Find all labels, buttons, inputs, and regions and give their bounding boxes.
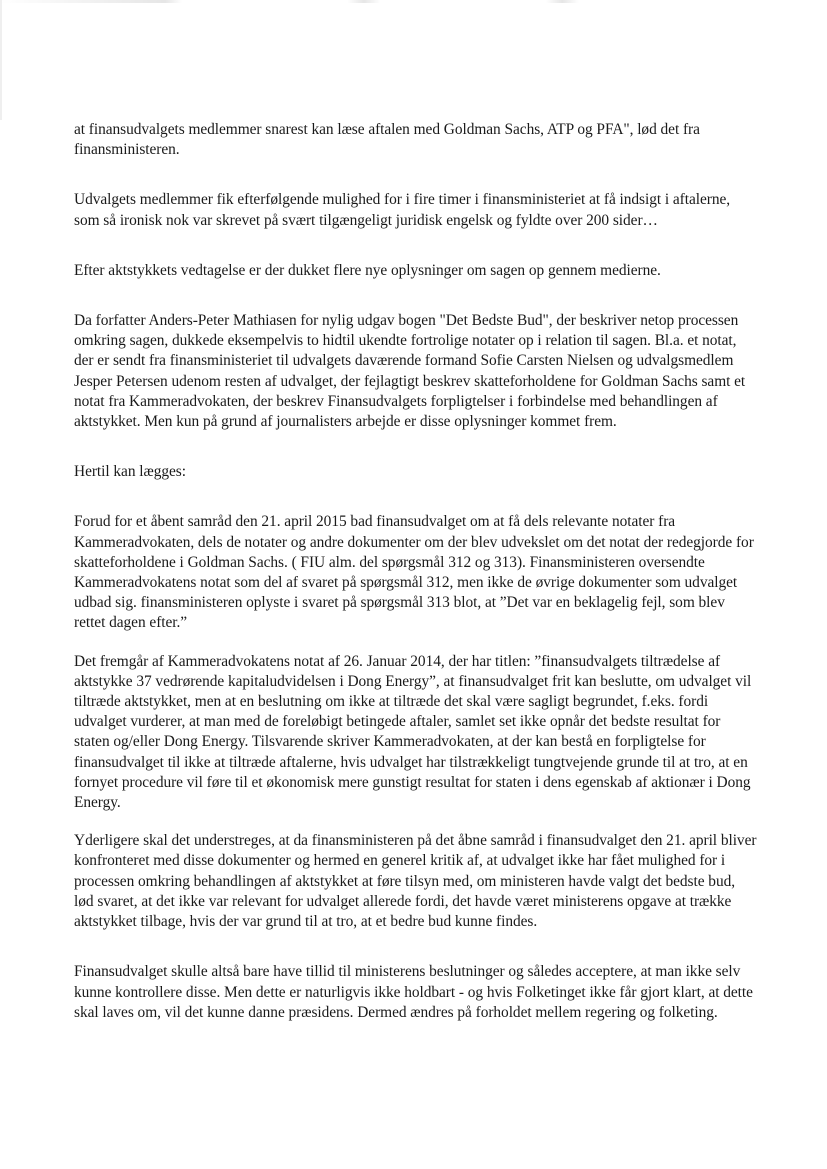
paragraph-3: Efter aktstykkets vedtagelse er der dukket flere nye oplysninger om sagen op gennem medierne. <box>74 261 661 279</box>
paragraph-6: Forud for et åbent samråd den 21. april 2015 bad finansudvalget om at få dels relevante notater fra Kammeradvokaten, dels de notater og andre dokumenter om der blev udvekslet om det notat der redegjorde for skatteforholdene i Goldman Sachs. ( FIU alm. del spørgsmål 312 og 313). Finansministeren oversendte Kammeradvokatens notat som del af svaret på spørgsmål 312, men ikke de øvrige dokumenter som udvalget udbad sig. finansministeren oplyste i svaret på spørgsmål 313 blot, at ”Det var en beklagelig fejl, som blev rettet dagen efter.” <box>74 513 754 632</box>
paragraph-5: Hertil kan lægges: <box>74 463 186 481</box>
scan-left-edge <box>0 0 2 120</box>
paragraph-2: Udvalgets medlemmer fik efterfølgende mulighed for i fire timer i finansministeriet at få indsigt i aftalerne, som så ironisk nok var skrevet på svært tilgængeligt juridisk engelsk og fyldte over 200 sider… <box>74 191 731 229</box>
paragraph-7: Det fremgår af Kammeradvokatens notat af 26. Januar 2014, der har titlen: ”finansudvalgets tiltrædelse af aktstykke 37 vedrørende kapitaludvidelsen i Dong Energy”, at finansudvalget frit kan beslutte, om udvalget vil tiltræde aktstykket, men at en beslutning om ikke at tiltræde det skal være sagligt begrundet, f.eks. fordi udvalget vurderer, at man med de foreløbigt betingede aftaler, samlet set ikke opnår det bedste resultat for staten og/eller Dong Energy. Tilsvarende skriver Kammeradvokaten, at der kan bestå en forpligtelse for finansudvalget til ikke at tiltræde aftalerne, hvis udvalget har tilstrækkeligt tungtvejende grunde til at tro, at en fornyet procedure vil føre til et økonomisk mere gunstigt resultat for staten i dens egenskab af aktionær i Dong Energy. <box>74 652 752 812</box>
paragraph-9: Finansudvalget skulle altså bare have tillid til ministerens beslutninger og således acceptere, at man ikke selv kunne kontrollere disse. Men dette er naturligvis ikke holdbart - og hvis Folketinget ikke får gjort klart, at dette skal laves om, vil det kunne danne præsidens. Dermed ændres på forholdet mellem regering og folketing. <box>74 963 753 1021</box>
paragraph-1: at finansudvalgets medlemmer snarest kan læse aftalen med Goldman Sachs, ATP og PFA", lød det fra finansministeren. <box>74 121 700 159</box>
paragraph-4: Da forfatter Anders-Peter Mathiasen for nylig udgav bogen "Det Bedste Bud", der beskriver netop processen omkring sagen, dukkede eksempelvis to hidtil ukendte fortrolige notater op i relation til sagen. Bl.a. et notat, der er sendt fra finansministeriet til udvalgets daværende formand Sofie Carsten Nielsen og udvalgsmedlem Jesper Petersen udenom resten af udvalget, der fejlagtigt beskrev skatteforholdene for Goldman Sachs samt et notat fra Kammeradvokaten, der beskrev Finansudvalgets forpligtelser i forbindelse med behandlingen af aktstykket. Men kun på grund af journalisters arbejde er disse oplysninger kommet frem. <box>74 312 746 431</box>
document-body <box>74 120 758 1023</box>
paragraph-8: Yderligere skal det understreges, at da finansministeren på det åbne samråd i finansudvalget den 21. april bliver konfronteret med disse dokumenter og hermed en generel kritik af, at udvalget ikke har fået mulighed for i processen omkring behandlingen af aktstykket at føre tilsyn med, om ministeren havde valgt det bedste bud, lød svaret, at det ikke var relevant for udvalget allerede fordi, det havde været ministerens opgave at trække aktstykket tilbage, hvis der var grund til at tro, at et bedre bud kunne findes. <box>74 832 757 931</box>
scan-top-edge <box>0 0 827 3</box>
